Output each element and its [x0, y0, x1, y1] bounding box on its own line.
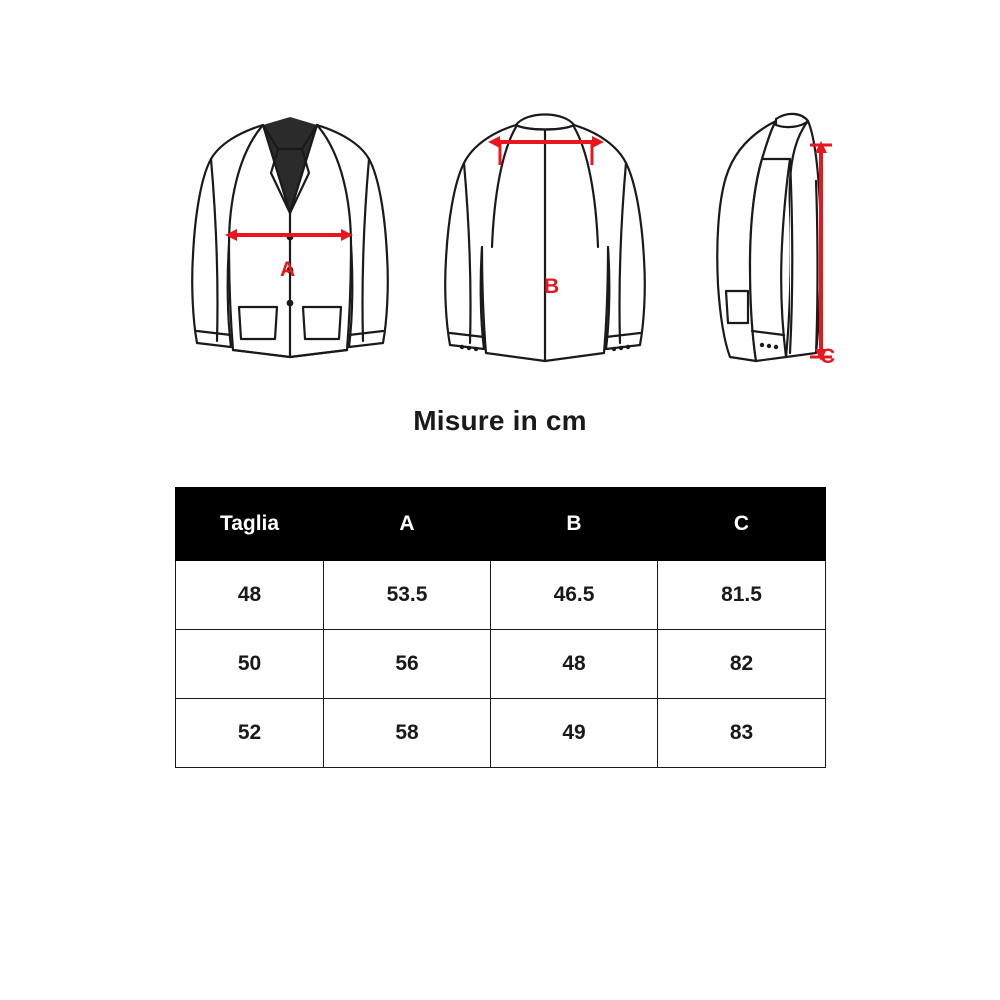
measure-label-b: B	[544, 275, 560, 298]
cell-b: 49	[491, 699, 658, 768]
header-b: B	[491, 488, 658, 561]
cell-a: 53.5	[324, 561, 491, 630]
measure-label-c: C	[820, 345, 836, 368]
cell-size: 48	[176, 561, 324, 630]
table-header-row	[176, 488, 826, 561]
cell-b: 48	[491, 630, 658, 699]
cell-size: 50	[176, 630, 324, 699]
cell-b: 46.5	[491, 561, 658, 630]
header-taglia: Taglia	[176, 488, 324, 561]
cell-c: 83	[658, 699, 826, 768]
jacket-front-view	[175, 95, 405, 390]
cell-c: 81.5	[658, 561, 826, 630]
header-a: A	[324, 488, 491, 561]
jacket-illustrations	[0, 95, 1000, 385]
jacket-side-view	[690, 95, 890, 390]
cell-c: 82	[658, 630, 826, 699]
cell-size: 52	[176, 699, 324, 768]
jacket-back-view	[430, 95, 660, 390]
cell-a: 56	[324, 630, 491, 699]
cell-a: 58	[324, 699, 491, 768]
table-row	[176, 561, 826, 630]
measure-label-a: A	[280, 258, 296, 281]
table-row	[176, 630, 826, 699]
size-chart-table	[175, 487, 826, 768]
table-row	[176, 699, 826, 768]
header-c: C	[658, 488, 826, 561]
measure-unit-caption: Misure in cm	[413, 405, 587, 436]
